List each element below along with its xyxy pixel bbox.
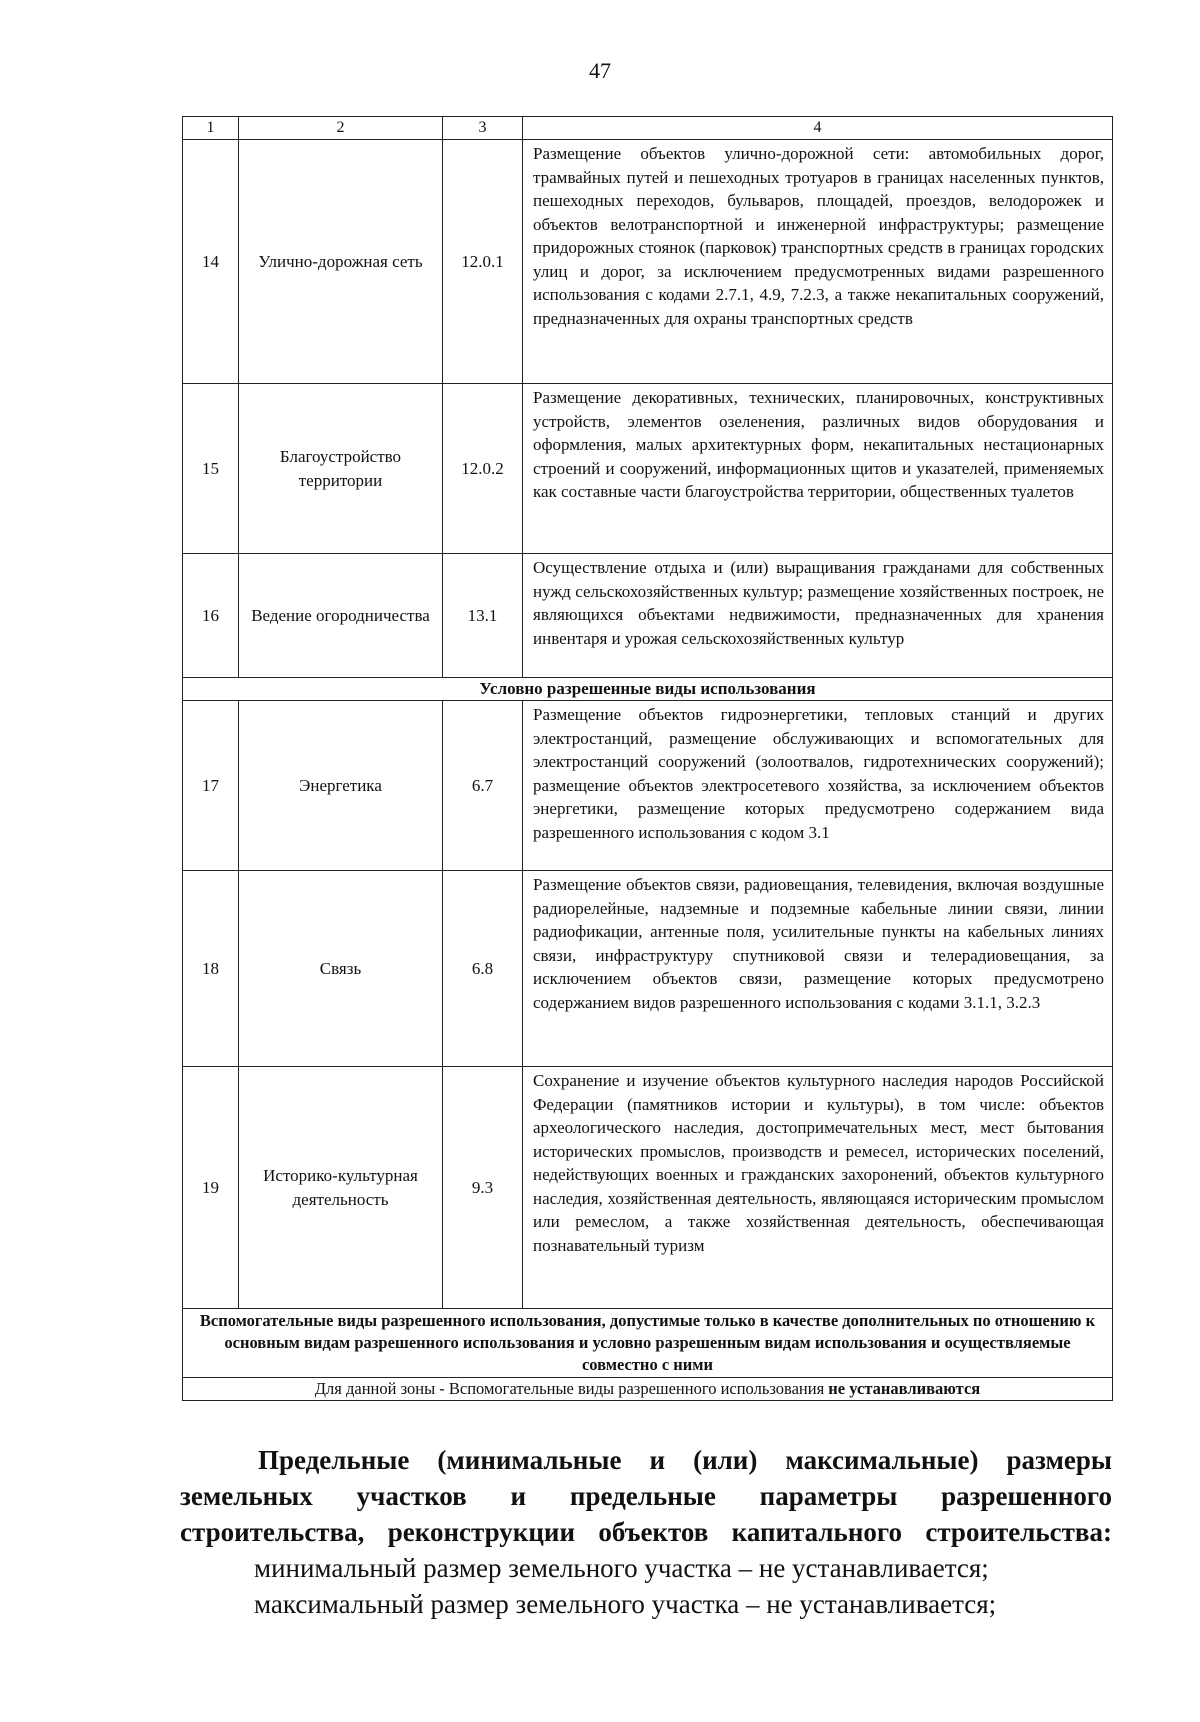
use-code: 6.7 <box>443 701 523 871</box>
header-cell: 4 <box>523 117 1113 140</box>
use-description: Осуществление отдыха и (или) выращивания гражданами для собственных нужд сельскохозяйственных культур; размещение хозяйственных построек, не являющихся объектами недвижимости, предназначенных для хранения инвентаря и урожая сельскохозяйственных культур <box>523 554 1113 678</box>
min-size-line: минимальный размер земельного участка – не устанавливается; <box>254 1553 989 1583</box>
use-name: Улично-дорожная сеть <box>239 140 443 384</box>
section-header-row <box>183 678 1113 701</box>
use-name: Историко-культурная деятельность <box>239 1067 443 1309</box>
table-row <box>183 1067 1113 1309</box>
use-description: Размещение декоративных, технических, планировочных, конструктивных устройств, элементов озеленения, различных видов оборудования и оформления, малых архитектурных форм, некапитальных нестационарных строений и сооружений, информационных щитов и указателей, применяемых как составные части благоустройства территории, общественных туалетов <box>523 384 1113 554</box>
auxiliary-uses-note <box>183 1378 1113 1401</box>
header-cell: 1 <box>183 117 239 140</box>
use-name: Связь <box>239 871 443 1067</box>
note-prefix: Для данной зоны - Вспомогательные виды разрешенного использования <box>314 1379 825 1398</box>
table-row <box>183 871 1113 1067</box>
table-header-row <box>183 117 1113 140</box>
row-number: 15 <box>183 384 239 554</box>
row-number: 19 <box>183 1067 239 1309</box>
use-description: Размещение объектов гидроэнергетики, тепловых станций и других электростанций, размещение обслуживающих и вспомогательных для электростанций сооружений (золоотвалов, гидротехнических сооружений); размещение объектов электросетевого хозяйства, за исключением объектов энергетики, размещение которых предусмотрено содержанием вида разрешенного использования с кодом 3.1 <box>523 701 1113 871</box>
max-size-line: максимальный размер земельного участка – не устанавливается; <box>254 1589 997 1619</box>
use-description: Размещение объектов связи, радиовещания, телевидения, включая воздушные радиорелейные, надземные и подземные кабельные линии связи, линии радиофикации, антенные поля, усилительные пункты на кабельных линиях связи, инфраструктуру спутниковой связи и телерадиовещания, за исключением объектов связи, размещение которых предусмотрено содержанием видов разрешенного использования с кодами 3.1.1, 3.2.3 <box>523 871 1113 1067</box>
use-code: 13.1 <box>443 554 523 678</box>
header-cell: 3 <box>443 117 523 140</box>
row-number: 18 <box>183 871 239 1067</box>
row-number: 16 <box>183 554 239 678</box>
table-row <box>183 554 1113 678</box>
header-cell: 2 <box>239 117 443 140</box>
use-description: Сохранение и изучение объектов культурного наследия народов Российской Федерации (памятников истории и культуры), в том числе: объектов археологического наследия, достопримечательных мест, мест бытования исторических промыслов, производств и ремесел, исторических поселений, недействующих военных и гражданских захоронений, объектов культурного наследия, хозяйственная деятельность, являющаяся историческим промыслом или ремеслом, а также хозяйственная деятельность, обеспечивающая познавательный туризм <box>523 1067 1113 1309</box>
use-code: 6.8 <box>443 871 523 1067</box>
limits-title: Предельные (минимальные и (или) максимальные) размеры земельных участков и предельные параметры разрешенного строительства, реконструкции объектов капитального строительства: <box>180 1445 1112 1547</box>
use-name: Ведение огородничества <box>239 554 443 678</box>
auxiliary-uses-heading: Вспомогательные виды разрешенного использования, допустимые только в качестве дополнительных по отношению к основным видам разрешенного использования и условно разрешенным видам использования и осуществляемые совместно с ними <box>183 1309 1113 1378</box>
use-code: 9.3 <box>443 1067 523 1309</box>
use-code: 12.0.1 <box>443 140 523 384</box>
note-bold: не устанавливаются <box>828 1379 981 1398</box>
limits-section <box>180 1442 1112 1622</box>
table-row <box>183 384 1113 554</box>
conditional-uses-heading: Условно разрешенные виды использования <box>183 678 1113 701</box>
use-code: 12.0.2 <box>443 384 523 554</box>
table-row <box>183 140 1113 384</box>
note-row <box>183 1378 1113 1401</box>
row-number: 14 <box>183 140 239 384</box>
use-description: Размещение объектов улично-дорожной сети: автомобильных дорог, трамвайных путей и пешеходных тротуаров в границах населенных пунктов, пешеходных переходов, бульваров, площадей, проездов, велодорожек и объектов велотранспортной и инженерной инфраструктуры; размещение придорожных стоянок (парковок) транспортных средств в границах городских улиц и дорог, за исключением предусмотренных видами разрешенного использования с кодами 2.7.1, 4.9, 7.2.3, а также некапитальных сооружений, предназначенных для охраны транспортных средств <box>523 140 1113 384</box>
section-header-row <box>183 1309 1113 1378</box>
page-number: 47 <box>589 58 611 83</box>
table-row <box>183 701 1113 871</box>
use-name: Энергетика <box>239 701 443 871</box>
use-name: Благоустройство территории <box>239 384 443 554</box>
land-use-table <box>182 116 1113 1401</box>
row-number: 17 <box>183 701 239 871</box>
